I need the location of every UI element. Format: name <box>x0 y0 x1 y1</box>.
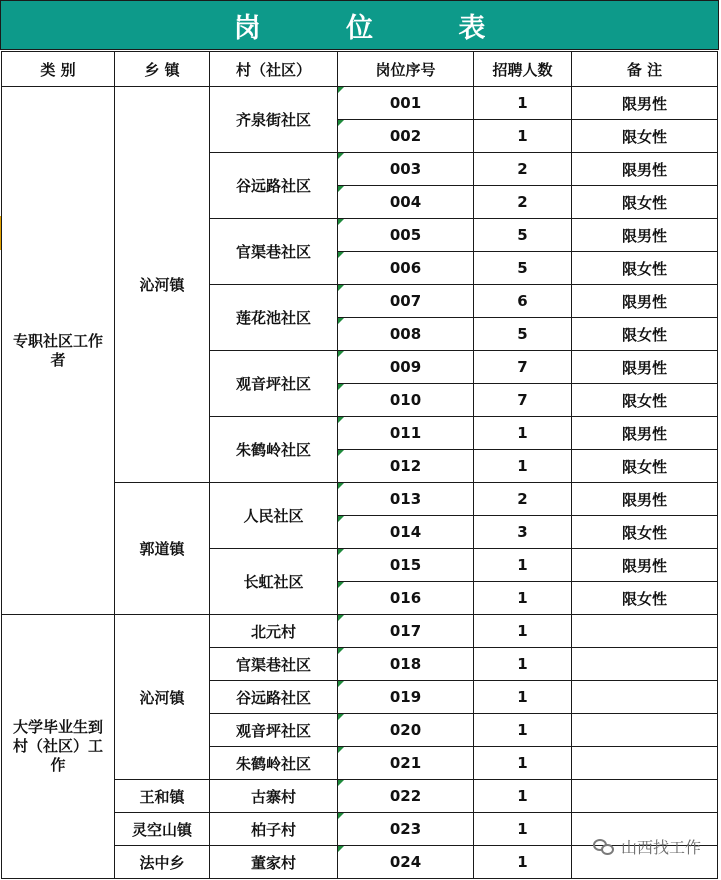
post-number-cell-text: 011 <box>389 424 422 442</box>
hire-count-cell: 6 <box>474 285 572 318</box>
remarks-cell: 限男性 <box>572 351 718 384</box>
post-number-cell-text: 012 <box>389 457 422 475</box>
village-cell: 谷远路社区 <box>210 681 338 714</box>
header-remarks: 备 注 <box>572 52 718 87</box>
hire-count-cell: 1 <box>474 648 572 681</box>
village-cell: 长虹社区 <box>210 549 338 615</box>
remarks-cell: 限女性 <box>572 252 718 285</box>
post-number-cell <box>338 780 474 813</box>
cell-marker-icon <box>338 120 344 126</box>
remarks-cell: 限男性 <box>572 549 718 582</box>
town-cell: 法中乡 <box>115 846 210 879</box>
hire-count-cell: 2 <box>474 153 572 186</box>
remarks-cell <box>572 747 718 780</box>
post-number-cell-text: 005 <box>389 226 422 244</box>
town-cell: 郭道镇 <box>115 483 210 615</box>
remarks-cell <box>572 615 718 648</box>
post-number-cell-text: 001 <box>389 94 422 112</box>
post-number-cell <box>338 681 474 714</box>
post-number-cell <box>338 450 474 483</box>
post-number-cell-text: 015 <box>389 556 422 574</box>
header-village: 村（社区） <box>210 52 338 87</box>
remarks-cell: 限女性 <box>572 450 718 483</box>
post-number-cell-text: 018 <box>389 655 422 673</box>
hire-count-cell: 1 <box>474 549 572 582</box>
cell-marker-icon <box>338 582 344 588</box>
watermark-text: 山西找工作 <box>620 838 701 857</box>
header-hire-count: 招聘人数 <box>474 52 572 87</box>
remarks-cell <box>572 780 718 813</box>
post-number-cell <box>338 747 474 780</box>
remarks-cell: 限男性 <box>572 483 718 516</box>
post-number-cell <box>338 648 474 681</box>
watermark <box>593 835 701 858</box>
table-row <box>2 615 718 648</box>
cell-marker-icon <box>338 417 344 423</box>
remarks-cell: 限女性 <box>572 384 718 417</box>
post-number-cell <box>338 252 474 285</box>
village-cell: 朱鹤岭社区 <box>210 747 338 780</box>
post-number-cell-text: 006 <box>389 259 422 277</box>
post-number-cell <box>338 714 474 747</box>
post-number-cell-text: 021 <box>389 754 422 772</box>
cell-marker-icon <box>338 87 344 93</box>
village-cell: 柏子村 <box>210 813 338 846</box>
village-cell: 董家村 <box>210 846 338 879</box>
post-number-cell <box>338 417 474 450</box>
positions-table <box>1 51 718 879</box>
cell-marker-icon <box>338 384 344 390</box>
post-number-cell <box>338 549 474 582</box>
village-cell: 朱鹤岭社区 <box>210 417 338 483</box>
post-number-cell-text: 007 <box>389 292 422 310</box>
hire-count-cell: 1 <box>474 582 572 615</box>
hire-count-cell: 1 <box>474 780 572 813</box>
post-number-cell-text: 004 <box>389 193 422 211</box>
village-cell: 北元村 <box>210 615 338 648</box>
post-number-cell <box>338 219 474 252</box>
hire-count-cell: 1 <box>474 615 572 648</box>
village-cell: 官渠巷社区 <box>210 648 338 681</box>
remarks-cell: 限女性 <box>572 582 718 615</box>
cell-marker-icon <box>338 483 344 489</box>
post-number-cell <box>338 120 474 153</box>
post-number-cell-text: 008 <box>389 325 422 343</box>
cell-marker-icon <box>338 219 344 225</box>
post-number-cell <box>338 351 474 384</box>
post-number-cell <box>338 615 474 648</box>
cell-marker-icon <box>338 252 344 258</box>
hire-count-cell: 3 <box>474 516 572 549</box>
header-category: 类 别 <box>2 52 115 87</box>
town-cell: 灵空山镇 <box>115 813 210 846</box>
post-number-cell-text: 024 <box>389 853 422 871</box>
town-cell: 沁河镇 <box>115 615 210 780</box>
hire-count-cell: 1 <box>474 813 572 846</box>
post-number-cell <box>338 87 474 120</box>
hire-count-cell: 5 <box>474 252 572 285</box>
hire-count-cell: 1 <box>474 450 572 483</box>
hire-count-cell: 1 <box>474 747 572 780</box>
cell-marker-icon <box>338 285 344 291</box>
town-cell: 沁河镇 <box>115 87 210 483</box>
category-cell: 专职社区工作者 <box>2 87 115 615</box>
remarks-cell <box>572 681 718 714</box>
remarks-cell: 限女性 <box>572 318 718 351</box>
remarks-cell <box>572 648 718 681</box>
post-number-cell-text: 019 <box>389 688 422 706</box>
post-number-cell <box>338 846 474 879</box>
post-number-cell <box>338 186 474 219</box>
village-cell: 谷远路社区 <box>210 153 338 219</box>
post-number-cell <box>338 483 474 516</box>
post-number-cell <box>338 285 474 318</box>
village-cell: 官渠巷社区 <box>210 219 338 285</box>
village-cell: 莲花池社区 <box>210 285 338 351</box>
cell-marker-icon <box>338 186 344 192</box>
hire-count-cell: 7 <box>474 384 572 417</box>
hire-count-cell: 5 <box>474 219 572 252</box>
header-town: 乡 镇 <box>115 52 210 87</box>
remarks-cell <box>572 714 718 747</box>
remarks-cell: 限男性 <box>572 153 718 186</box>
table-row <box>2 87 718 120</box>
wechat-logo-icon <box>593 839 615 855</box>
village-cell: 观音坪社区 <box>210 714 338 747</box>
village-cell: 观音坪社区 <box>210 351 338 417</box>
post-number-cell <box>338 582 474 615</box>
post-number-cell-text: 022 <box>389 787 422 805</box>
remarks-cell: 限女性 <box>572 516 718 549</box>
cell-marker-icon <box>338 516 344 522</box>
post-number-cell <box>338 813 474 846</box>
village-cell: 齐泉街社区 <box>210 87 338 153</box>
remarks-cell: 限女性 <box>572 186 718 219</box>
table-body <box>2 87 718 879</box>
remarks-cell: 限女性 <box>572 120 718 153</box>
cell-marker-icon <box>338 747 344 753</box>
header-row <box>2 52 718 87</box>
cell-marker-icon <box>338 846 344 852</box>
village-cell: 人民社区 <box>210 483 338 549</box>
post-number-cell-text: 020 <box>389 721 422 739</box>
hire-count-cell: 1 <box>474 120 572 153</box>
cell-marker-icon <box>338 648 344 654</box>
hire-count-cell: 1 <box>474 846 572 879</box>
cell-marker-icon <box>338 714 344 720</box>
post-number-cell-text: 013 <box>389 490 422 508</box>
post-number-cell-text: 016 <box>389 589 422 607</box>
table-title-bar <box>0 0 719 50</box>
cell-marker-icon <box>338 450 344 456</box>
cell-marker-icon <box>338 351 344 357</box>
post-number-cell <box>338 153 474 186</box>
hire-count-cell: 1 <box>474 417 572 450</box>
remarks-cell: 限男性 <box>572 87 718 120</box>
category-cell: 大学毕业生到村（社区）工作 <box>2 615 115 879</box>
hire-count-cell: 1 <box>474 714 572 747</box>
header-post-number: 岗位序号 <box>338 52 474 87</box>
post-number-cell <box>338 516 474 549</box>
post-number-cell-text: 002 <box>389 127 422 145</box>
remarks-cell: 限男性 <box>572 219 718 252</box>
remarks-cell: 限男性 <box>572 417 718 450</box>
remarks-cell: 限男性 <box>572 285 718 318</box>
hire-count-cell: 1 <box>474 87 572 120</box>
post-number-cell-text: 009 <box>389 358 422 376</box>
post-number-cell-text: 023 <box>389 820 422 838</box>
cell-marker-icon <box>338 549 344 555</box>
hire-count-cell: 2 <box>474 186 572 219</box>
hire-count-cell: 5 <box>474 318 572 351</box>
cell-marker-icon <box>338 780 344 786</box>
post-number-cell-text: 017 <box>389 622 422 640</box>
cell-marker-icon <box>338 153 344 159</box>
post-number-cell-text: 014 <box>389 523 422 541</box>
cell-marker-icon <box>338 813 344 819</box>
hire-count-cell: 2 <box>474 483 572 516</box>
hire-count-cell: 1 <box>474 681 572 714</box>
cell-marker-icon <box>338 681 344 687</box>
post-number-cell <box>338 384 474 417</box>
post-number-cell-text: 010 <box>389 391 422 409</box>
post-number-cell <box>338 318 474 351</box>
cell-marker-icon <box>338 318 344 324</box>
hire-count-cell: 7 <box>474 351 572 384</box>
town-cell: 王和镇 <box>115 780 210 813</box>
village-cell: 古寨村 <box>210 780 338 813</box>
post-number-cell-text: 003 <box>389 160 422 178</box>
cell-marker-icon <box>338 615 344 621</box>
table-title: 岗 位 表 <box>233 12 524 44</box>
